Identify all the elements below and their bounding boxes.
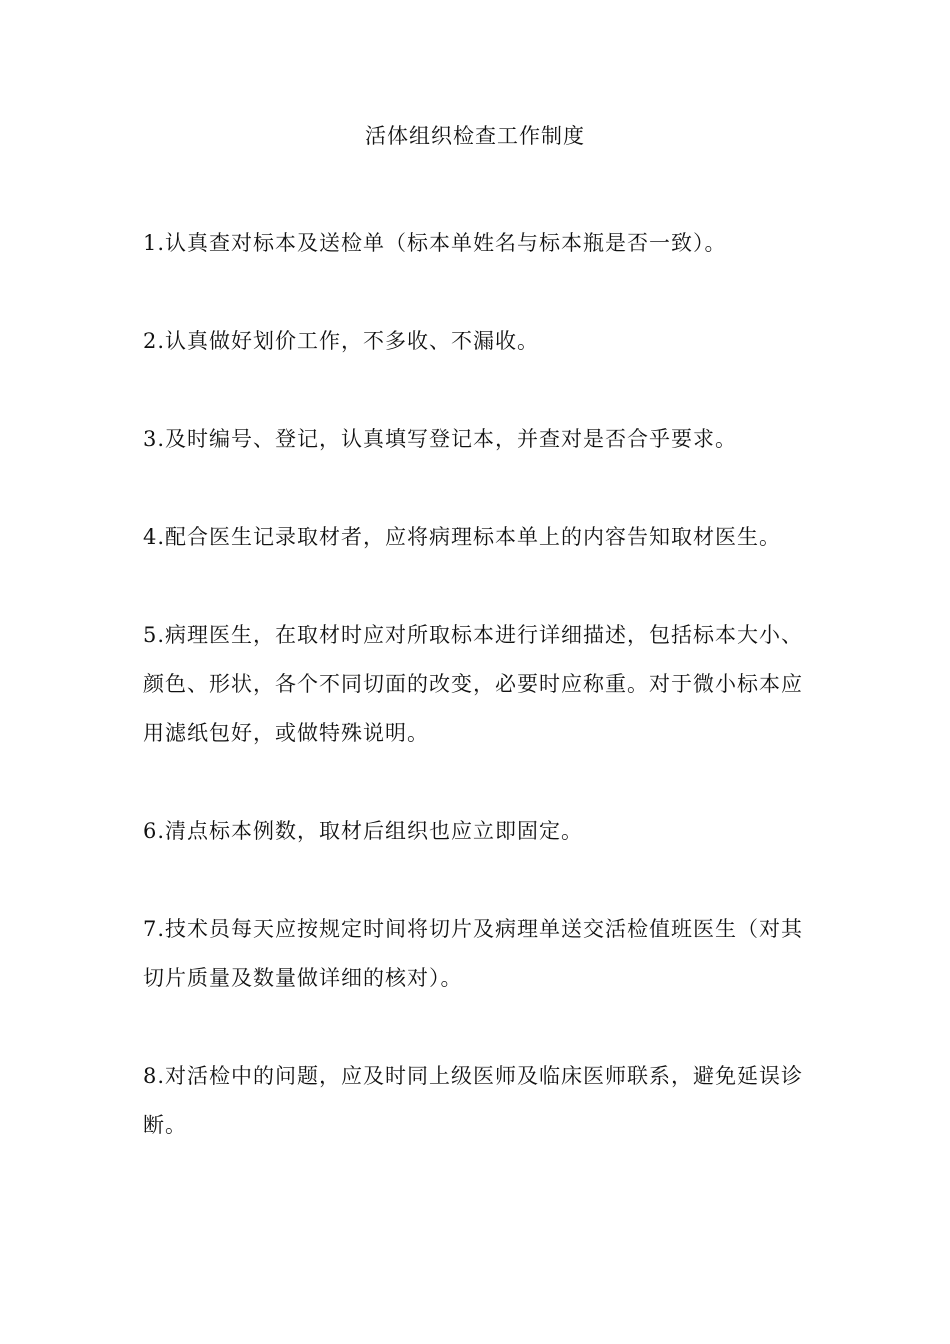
regulation-item-7: 7.技术员每天应按规定时间将切片及病理单送交活检值班医生（对其切片质量及数量做详细的核对）。 <box>143 917 804 990</box>
regulation-item-5: 5.病理医生，在取材时应对所取标本进行详细描述，包括标本大小、颜色、形状，各个不同切面的改变，必要时应称重。对于微小标本应用滤纸包好，或做特殊说明。 <box>143 623 804 745</box>
regulation-item-4: 4.配合医生记录取材者，应将病理标本单上的内容告知取材医生。 <box>143 525 782 549</box>
document-title: 活体组织检查工作制度 <box>365 124 585 148</box>
regulation-item-8: 8.对活检中的问题，应及时同上级医师及临床医师联系，避免延误诊断。 <box>143 1064 804 1137</box>
regulation-item-1: 1.认真查对标本及送检单（标本单姓名与标本瓶是否一致）。 <box>143 231 727 255</box>
regulation-item-2: 2.认真做好划价工作，不多收、不漏收。 <box>143 329 540 353</box>
regulation-list <box>143 219 811 1199</box>
regulation-item-3: 3.及时编号、登记，认真填写登记本，并查对是否合乎要求。 <box>143 427 738 451</box>
regulation-item-6: 6.清点标本例数，取材后组织也应立即固定。 <box>143 819 584 843</box>
